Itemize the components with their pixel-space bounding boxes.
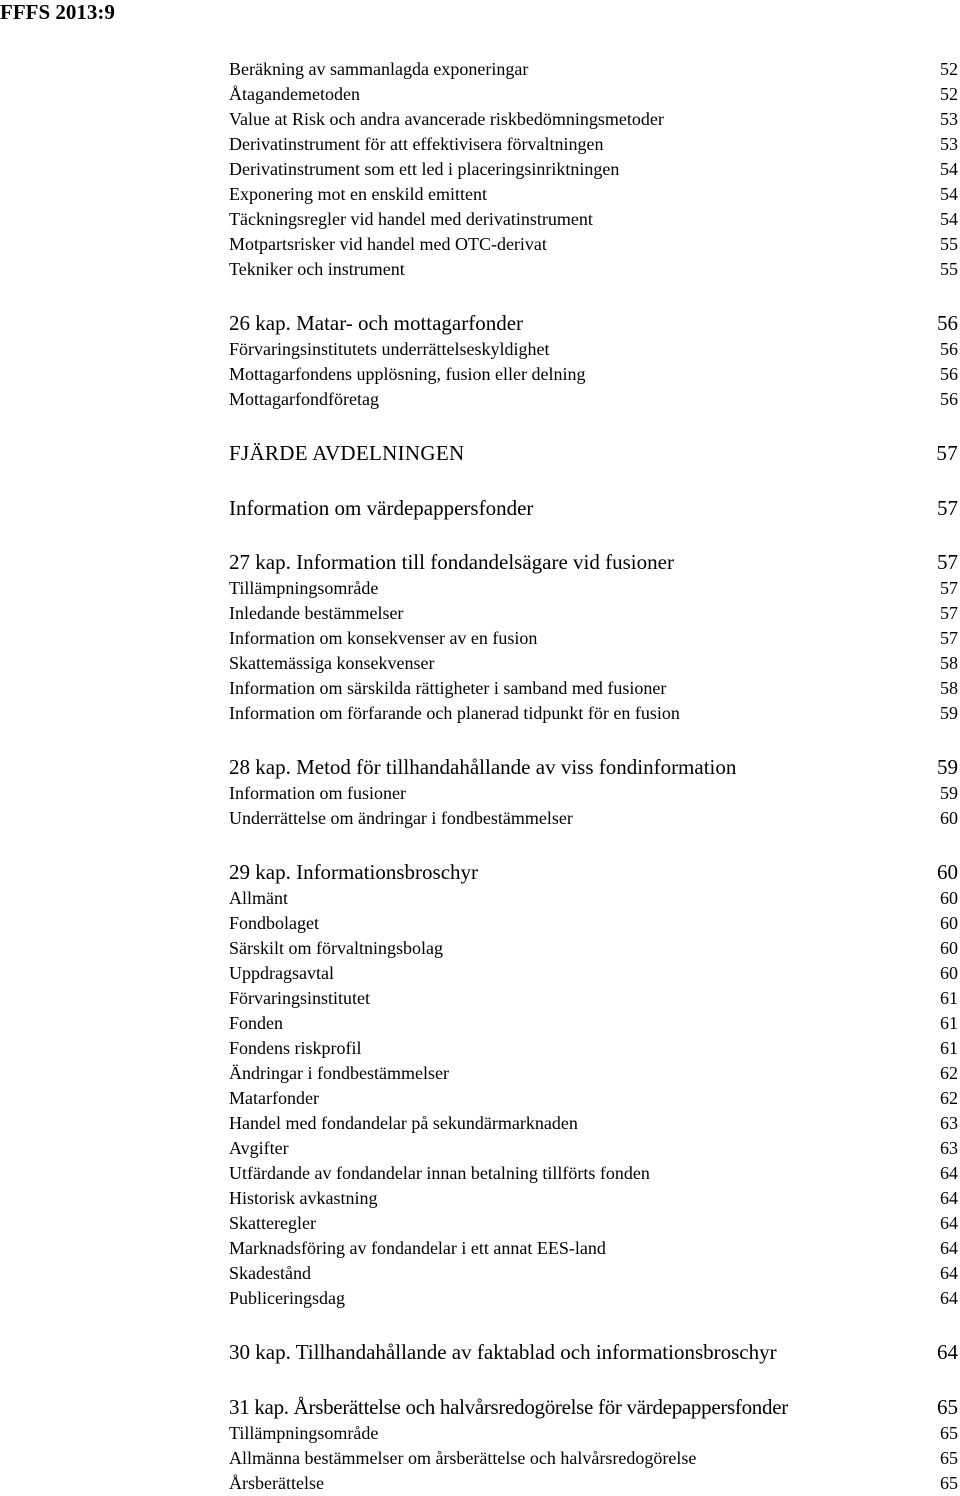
toc-entry-title: 30 kap. Tillhandahållande av faktablad och informationsbroschyr <box>229 1340 777 1364</box>
toc-entry-title: Underrättelse om ändringar i fondbestämmelser <box>229 808 573 828</box>
toc-page-number: 65 <box>940 1448 958 1468</box>
toc-page-number: 56 <box>940 364 958 384</box>
toc-entry-title: Tekniker och instrument <box>229 259 405 279</box>
toc-page-number: 57 <box>940 603 958 623</box>
toc-row[interactable] <box>229 1235 960 1261</box>
toc-row[interactable] <box>229 1085 960 1111</box>
toc-page-number: 55 <box>940 234 958 254</box>
toc-row[interactable] <box>229 700 960 726</box>
toc-entry-title: Skattemässiga konsekvenser <box>229 653 435 673</box>
document-header: FFFS 2013:9 <box>0 0 115 24</box>
toc-entry-title: Årsberättelse <box>229 1473 324 1493</box>
toc-row[interactable] <box>229 81 960 107</box>
toc-row[interactable] <box>229 1110 960 1136</box>
toc-entry-title: Matarfonder <box>229 1088 319 1108</box>
toc-entry-title: Skadestånd <box>229 1263 311 1283</box>
toc-page-number: 57 <box>937 496 958 520</box>
toc-page-number: 63 <box>940 1138 958 1158</box>
toc-row[interactable] <box>229 575 960 601</box>
toc-page-number: 57 <box>937 550 958 574</box>
toc-row[interactable] <box>229 386 960 412</box>
toc-entry-title: Skatteregler <box>229 1213 316 1233</box>
toc-page-number: 61 <box>940 988 958 1008</box>
toc-page-number: 60 <box>940 808 958 828</box>
toc-entry-title: Utfärdande av fondandelar innan betalning tillförts fonden <box>229 1163 650 1183</box>
toc-row[interactable] <box>229 910 960 936</box>
toc-entry-title: Motpartsrisker vid handel med OTC-derivat <box>229 234 547 254</box>
toc-row[interactable] <box>229 440 960 466</box>
toc-page-number: 56 <box>940 339 958 359</box>
toc-row[interactable] <box>229 549 960 575</box>
toc-page-number: 64 <box>940 1263 958 1283</box>
toc-page-number: 64 <box>940 1188 958 1208</box>
toc-row[interactable] <box>229 1160 960 1186</box>
toc-row[interactable] <box>229 131 960 157</box>
toc-row[interactable] <box>229 985 960 1011</box>
toc-entry-title: Särskilt om förvaltningsbolag <box>229 938 443 958</box>
toc-page-number: 59 <box>940 783 958 803</box>
toc-page-number: 65 <box>940 1423 958 1443</box>
toc-page-number: 64 <box>940 1288 958 1308</box>
toc-row[interactable] <box>229 206 960 232</box>
toc-entry-title: Information om konsekvenser av en fusion <box>229 628 538 648</box>
toc-entry-title: Value at Risk och andra avancerade riskbedömningsmetoder <box>229 109 664 129</box>
toc-entry-title: Avgifter <box>229 1138 289 1158</box>
toc-row[interactable] <box>229 1060 960 1086</box>
toc-page-number: 61 <box>940 1038 958 1058</box>
toc-row[interactable] <box>229 1470 960 1496</box>
toc-entry-title: Uppdragsavtal <box>229 963 334 983</box>
toc-entry-title: Åtagandemetoden <box>229 84 360 104</box>
toc-row[interactable] <box>229 1010 960 1036</box>
toc-page-number: 52 <box>940 59 958 79</box>
toc-entry-title: Ändringar i fondbestämmelser <box>229 1063 449 1083</box>
toc-entry-title: Handel med fondandelar på sekundärmarknaden <box>229 1113 578 1133</box>
toc-row[interactable] <box>229 960 960 986</box>
toc-page-number: 58 <box>940 678 958 698</box>
toc-entry-title: Publiceringsdag <box>229 1288 345 1308</box>
toc-row[interactable] <box>229 156 960 182</box>
toc-page-number: 52 <box>940 84 958 104</box>
toc-entry-title: Derivatinstrument för att effektivisera förvaltningen <box>229 134 604 154</box>
toc-row[interactable] <box>229 600 960 626</box>
toc-entry-title: Mottagarfondens upplösning, fusion eller delning <box>229 364 586 384</box>
toc-row[interactable] <box>229 1285 960 1311</box>
toc-row[interactable] <box>229 1445 960 1471</box>
toc-page-number: 54 <box>940 184 958 204</box>
toc-page-number: 54 <box>940 159 958 179</box>
toc-entry-title: Marknadsföring av fondandelar i ett annat EES-land <box>229 1238 606 1258</box>
toc-entry-title: Mottagarfondföretag <box>229 389 379 409</box>
toc-row[interactable] <box>229 361 960 387</box>
toc-page-number: 59 <box>940 703 958 723</box>
toc-page-number: 63 <box>940 1113 958 1133</box>
toc-row[interactable] <box>229 754 960 780</box>
toc-page-number: 62 <box>940 1088 958 1108</box>
toc-row[interactable] <box>229 1260 960 1286</box>
toc-page-number: 54 <box>940 209 958 229</box>
toc-entry-title: 28 kap. Metod för tillhandahållande av viss fondinformation <box>229 755 737 779</box>
toc-page-number: 56 <box>937 311 958 335</box>
toc-page-number: 58 <box>940 653 958 673</box>
toc-page-number: 62 <box>940 1063 958 1083</box>
toc-row[interactable] <box>229 181 960 207</box>
toc-row[interactable] <box>229 1394 960 1420</box>
toc-entry-title: Historisk avkastning <box>229 1188 378 1208</box>
toc-page-number: 53 <box>940 134 958 154</box>
toc-row[interactable] <box>229 675 960 701</box>
toc-entry-title: Täckningsregler vid handel med derivatinstrument <box>229 209 593 229</box>
toc-entry-title: 29 kap. Informationsbroschyr <box>229 860 479 884</box>
toc-entry-title: Allmänt <box>229 888 288 908</box>
toc-page-number: 60 <box>940 938 958 958</box>
toc-row[interactable] <box>229 859 960 885</box>
toc-entry-title: Fondbolaget <box>229 913 319 933</box>
toc-row[interactable] <box>229 1035 960 1061</box>
toc-entry-title: Tillämpningsområde <box>229 1423 379 1443</box>
toc-page-number: 64 <box>940 1163 958 1183</box>
toc-row[interactable] <box>229 625 960 651</box>
toc-row[interactable] <box>229 780 960 806</box>
toc-row[interactable] <box>229 231 960 257</box>
toc-page-number: 59 <box>937 755 958 779</box>
toc-entry-title: Information om förfarande och planerad tidpunkt för en fusion <box>229 703 680 723</box>
toc-entry-title: Information om värdepappersfonder <box>229 496 534 520</box>
toc-row[interactable] <box>229 56 960 82</box>
toc-page-number: 57 <box>940 578 958 598</box>
toc-row[interactable] <box>229 935 960 961</box>
toc-entry-title: Fonden <box>229 1013 283 1033</box>
toc-row[interactable] <box>229 495 960 521</box>
toc-page-number: 64 <box>940 1238 958 1258</box>
toc-page-number: 53 <box>940 109 958 129</box>
toc-row[interactable] <box>229 885 960 911</box>
toc-row[interactable] <box>229 1339 960 1365</box>
toc-entry-title: Information om särskilda rättigheter i samband med fusioner <box>229 678 667 698</box>
toc-entry-title: Derivatinstrument som ett led i placeringsinriktningen <box>229 159 620 179</box>
toc-page-number: 64 <box>940 1213 958 1233</box>
toc-page-number: 56 <box>940 389 958 409</box>
toc-page-number: 65 <box>937 1395 958 1419</box>
toc-entry-title: 31 kap. Årsberättelse och halvårsredogörelse för värdepappersfonder <box>229 1395 788 1419</box>
toc-entry-title: Beräkning av sammanlagda exponeringar <box>229 59 529 79</box>
toc-entry-title: Förvaringsinstitutet <box>229 988 370 1008</box>
toc-entry-title: Fondens riskprofil <box>229 1038 362 1058</box>
toc-entry-title: Exponering mot en enskild emittent <box>229 184 487 204</box>
toc-entry-title: FJÄRDE AVDELNINGEN <box>229 441 465 465</box>
toc-page-number: 57 <box>936 441 958 465</box>
toc-entry-title: Information om fusioner <box>229 783 406 803</box>
toc-row[interactable] <box>229 256 960 282</box>
toc-row[interactable] <box>229 106 960 132</box>
toc-row[interactable] <box>229 650 960 676</box>
toc-page-number: 60 <box>937 860 958 884</box>
toc-page-number: 64 <box>937 1340 958 1364</box>
toc-page-number: 61 <box>940 1013 958 1033</box>
toc-page-number: 60 <box>940 888 958 908</box>
toc-page-number: 60 <box>940 963 958 983</box>
toc-entry-title: 26 kap. Matar- och mottagarfonder <box>229 311 524 335</box>
toc-entry-title: Inledande bestämmelser <box>229 603 404 623</box>
toc-entry-title: Förvaringsinstitutets underrättelseskyldighet <box>229 339 550 359</box>
toc-page-number: 57 <box>940 628 958 648</box>
toc-row[interactable] <box>229 1135 960 1161</box>
toc-page-number: 65 <box>940 1473 958 1493</box>
toc-page-number: 60 <box>940 913 958 933</box>
toc-row[interactable] <box>229 1210 960 1236</box>
toc-row[interactable] <box>229 1420 960 1446</box>
toc-row[interactable] <box>229 336 960 362</box>
toc-entry-title: Allmänna bestämmelser om årsberättelse och halvårsredogörelse <box>229 1448 697 1468</box>
toc-page-number: 55 <box>940 259 958 279</box>
toc-entry-title: 27 kap. Information till fondandelsägare vid fusioner <box>229 550 674 574</box>
toc-entry-title: Tillämpningsområde <box>229 578 379 598</box>
toc-row[interactable] <box>229 1185 960 1211</box>
toc-row[interactable] <box>229 310 960 336</box>
toc-row[interactable] <box>229 805 960 831</box>
